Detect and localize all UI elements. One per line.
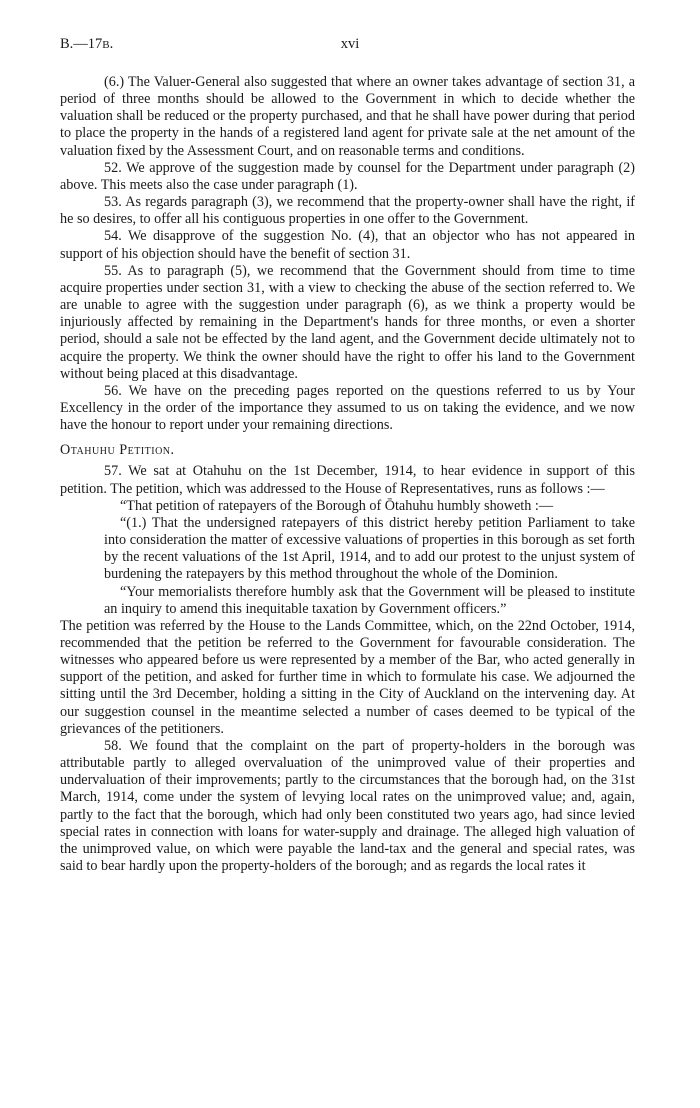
document-reference: B.—17B.: [60, 36, 114, 52]
section-heading: Otahuhu Petition.: [60, 442, 175, 459]
document-body: [60, 74, 635, 875]
petition-quote-intro: “That petition of ratepayers of the Borough of Ōtahuhu humbly showeth :—: [120, 497, 554, 514]
page-header: [60, 36, 640, 58]
paragraph-54: 54. We disapprove of the suggestion No. (4), that an objector who has not appeared in support of his objection should have the benefit of section 31.: [60, 228, 635, 262]
paragraph-6-suggestion: (6.) The Valuer-General also suggested that where an owner takes advantage of section 31, a period of three months should be allowed to the Government in which to decide whether the valuation shall be reduced or the property purchased, and that he shall have power during that period to place the property in the hands of a registered land agent for private sale at the net amount of the valuation fixed by the Assessment Court, and on reasonable terms and conditions.: [60, 74, 635, 159]
petition-quote-2: “Your memorialists therefore humbly ask that the Government will be pleased to institute an inquiry to amend this inequitable taxation by Government officers.”: [104, 583, 635, 617]
paragraph-52: 52. We approve of the suggestion made by counsel for the Department under paragraph (2) above. This meets also the case under paragraph (1).: [60, 159, 635, 193]
paragraph-58: 58. We found that the complaint on the part of property-holders in the borough was attributable partly to alleged overvaluation of the unimproved value of their properties and undervaluation of their improvements; partly to the circumstances that the borough had, on the 31st March, 1914, come under the system of levying local rates on the unimproved value; and, again, partly to the fact that the borough, which had only been constituted two years ago, had since levied special rates in connection with loans for water-supply and drainage. The alleged high valuation of the unimproved value, on which were payable the land-tax and the general and special rates, was said to bear hardly upon the property-holders of the borough; and as regards the local rates it: [60, 737, 635, 875]
paragraph-55: 55. As to paragraph (5), we recommend that the Government should from time to time acquire properties under section 31, with a view to checking the abuse of the section referred to. We are unable to agree with the suggestion under paragraph (6), as we think a property would be injuriously affected by remaining in the Department's hands for three months, or even a shorter period, should a sale not be effected by the land agent, and the Government decide ultimately not to acquire the property. We think the owner should have the right to offer his land to the Government without being placed at this disadvantage.: [60, 262, 635, 382]
paragraph-57: 57. We sat at Otahuhu on the 1st December, 1914, to hear evidence in support of this petition. The petition, which was addressed to the House of Representatives, runs as follows :—: [60, 463, 635, 497]
paragraph-56: 56. We have on the preceding pages reported on the questions referred to us by Your Excellency in the order of the importance they assumed to us on taking the evidence, and we now have the honour to report under your remaining directions.: [60, 382, 635, 434]
paragraph-53: 53. As regards paragraph (3), we recommend that the property-owner shall have the right, if he so desires, to offer all his contiguous properties in one offer to the Government.: [60, 194, 635, 228]
petition-quote-1: “(1.) That the undersigned ratepayers of this district hereby petition Parliament to take into consideration the matter of excessive valuations of properties in this borough as set forth by the recent valuations of the 1st April, 1914, and to add our protest to the unjust system of burdening the ratepayers by this method throughout the whole of the Dominion.: [104, 514, 635, 583]
paragraph-57-continued: The petition was referred by the House to the Lands Committee, which, on the 22nd October, 1914, recommended that the petition be referred to the Government for favourable consideration. The witnesses who appeared before us were represented by a member of the Bar, who acted generally in support of the petition, and asked for further time in which to formulate his case. We adjourned the sitting until the 3rd December, holding a sitting in the City of Auckland on the intervening day. At our suggestion counsel in the meantime selected a number of cases deemed to be typical of the grievances of the petitioners.: [60, 617, 635, 737]
page-number: xvi: [340, 36, 360, 52]
